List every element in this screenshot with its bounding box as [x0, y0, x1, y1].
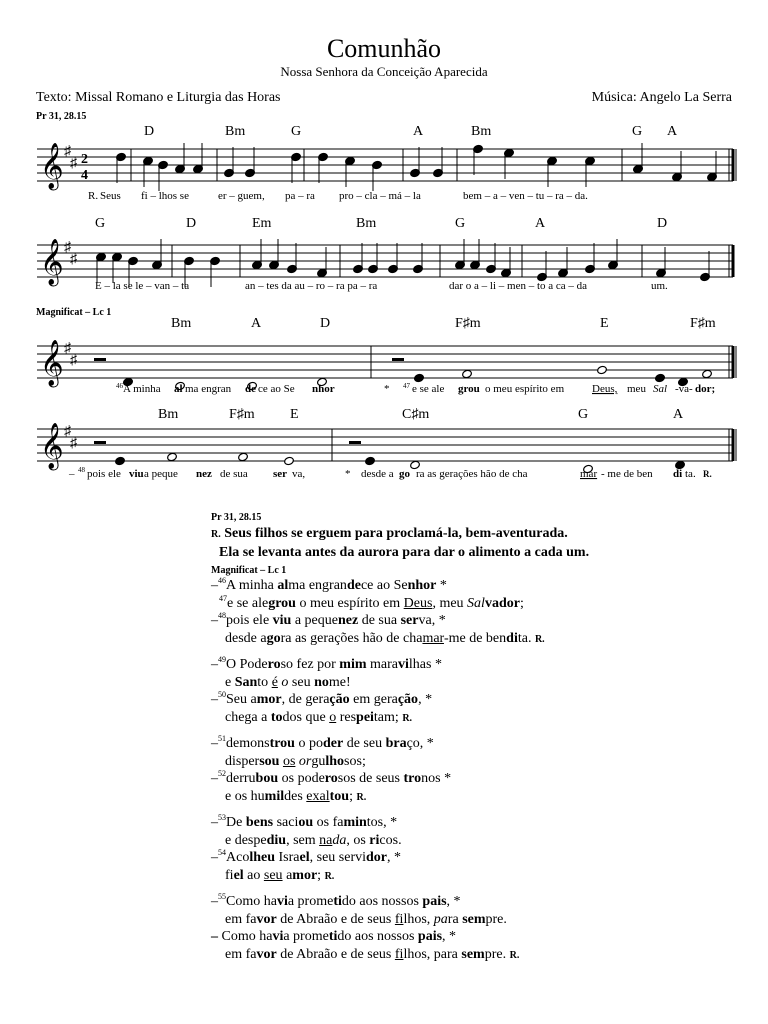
chord-symbol: F♯m	[455, 316, 481, 331]
lyric-syllable: R.	[88, 190, 99, 202]
lyric-syllable: de sua	[220, 468, 248, 480]
note-head	[414, 373, 425, 382]
chord-symbol: Bm	[158, 407, 179, 422]
lyric-syllable: go	[399, 468, 410, 480]
key-sharp-c: ♯	[70, 436, 77, 451]
psalm-ref: Magnificat – Lc 1	[36, 307, 112, 318]
lyric-syllable: ta.	[685, 468, 696, 480]
chord-symbol: Em	[252, 216, 272, 231]
lyric-syllable: –	[69, 468, 75, 480]
lyric-syllable: Seus	[100, 190, 121, 202]
chord-symbol: G	[455, 216, 466, 231]
treble-clef: 𝄞	[40, 143, 64, 188]
lyric-syllable: di	[673, 468, 683, 480]
chord-symbol: Bm	[356, 216, 377, 231]
chord-symbol: Bm	[471, 124, 492, 139]
lyric-syllable: pois ele	[87, 468, 121, 480]
note-head	[115, 456, 126, 465]
lyric-syllable: nez	[196, 468, 212, 480]
psalm-line: dispersou os orgulhosos;	[225, 753, 366, 769]
lyric-syllable: ma engran	[185, 383, 232, 395]
psalm-line: –$^{49}$O Poderoso fez por mim maravilhas *	[211, 655, 442, 672]
rest	[392, 358, 404, 361]
lyric-syllable: mar	[580, 468, 598, 480]
chord-symbol: A	[673, 407, 684, 422]
lyric-syllable: al	[174, 383, 183, 395]
note-head	[597, 365, 608, 374]
music-credit: Música: Angelo La Serra	[591, 90, 732, 105]
lyric-syllable: de	[245, 383, 256, 395]
lyric-syllable: Sal	[653, 383, 668, 395]
note-head	[462, 369, 473, 378]
psalm-line: em favor de Abraão e de seus filhos, para sempre. R.	[225, 946, 520, 962]
lyric-syllable: Deus,	[592, 383, 618, 395]
psalm-line: –$^{48}$pois ele viu a pequenez de sua serva, *	[211, 611, 446, 628]
lyric-syllable: nhor	[312, 383, 335, 395]
lyric-syllable: dor;	[695, 383, 716, 395]
rest	[349, 441, 361, 444]
text-credit: Texto: Missal Romano e Liturgia das Horas	[36, 90, 281, 105]
lyric-syllable: a peque	[144, 468, 178, 480]
chord-symbol: E	[600, 316, 609, 331]
response-block	[211, 525, 589, 561]
lyric-syllable: er – guem,	[218, 190, 265, 202]
note-head	[238, 452, 249, 461]
psalm-line: e Santo é o seu nome!	[225, 674, 351, 690]
psalm-text	[211, 577, 545, 964]
lyric-syllable: pa – ra	[285, 190, 315, 202]
verse-number: 48	[78, 466, 85, 474]
key-sharp-f: ♯	[64, 424, 71, 439]
lyric-syllable: e se ale	[412, 383, 445, 395]
psalm-line: –$^{50}$Seu amor, de geração em geração, *	[211, 690, 433, 707]
psalm-line: chega a todos que o respeitam; R.	[225, 709, 413, 725]
psalm-line: – Como havia prometido aos nossos pais, *	[211, 929, 457, 944]
lyric-syllable: grou	[458, 383, 480, 395]
lyric-syllable: um.	[651, 280, 668, 292]
note-head	[167, 452, 178, 461]
psalm-ref-text: Magnificat – Lc 1	[211, 565, 287, 576]
response-mark: R.	[703, 469, 712, 479]
key-sharp-c: ♯	[70, 156, 77, 171]
note-head	[655, 373, 666, 382]
chord-symbol: E	[290, 407, 299, 422]
rest	[94, 441, 106, 444]
lyric-syllable: ser	[273, 468, 288, 480]
key-sharp-f: ♯	[64, 341, 71, 356]
note-head	[284, 456, 295, 465]
chord-symbol: A	[667, 124, 678, 139]
page-title: Comunhão	[326, 34, 442, 63]
lyric-syllable: desde a	[361, 468, 394, 480]
chord-symbol: D	[320, 316, 331, 331]
lyric-syllable: - me de ben	[601, 468, 653, 480]
treble-clef: 𝄞	[40, 239, 64, 284]
antiphon-ref: Pr 31, 28.15	[36, 111, 87, 122]
chord-symbol: F♯m	[690, 316, 716, 331]
psalm-line: –$^{53}$De bens saciou os famintos, *	[211, 813, 398, 830]
lyric-syllable: A minha	[123, 383, 161, 395]
response-line-1: Seus filhos se erguem para proclamá-la, bem-aventurada.	[224, 526, 568, 541]
time-sig-top: 2	[81, 152, 88, 167]
lyric-syllable: ra as gerações hão de cha	[416, 468, 528, 480]
lyric-syllable: dar o a – li – men – to a ca – da	[449, 280, 588, 292]
chord-symbol: G	[578, 407, 589, 422]
chord-symbol: D	[657, 216, 668, 231]
response-mark: R.	[211, 529, 221, 540]
chord-symbol: A	[413, 124, 424, 139]
note-head	[702, 369, 713, 378]
chord-symbol: Bm	[225, 124, 246, 139]
lyric-syllable: va,	[292, 468, 306, 480]
lyric-syllable: meu	[627, 383, 646, 395]
response-line-2: Ela se levanta antes da aurora para dar o alimento a cada um.	[219, 544, 590, 560]
note-head	[365, 456, 376, 465]
treble-clef: 𝄞	[40, 340, 64, 385]
chord-symbol: F♯m	[229, 407, 255, 422]
treble-clef: 𝄞	[40, 423, 64, 468]
lyric-syllable: -va-	[675, 383, 693, 395]
chord-symbol: G	[95, 216, 106, 231]
key-sharp-c: ♯	[70, 252, 77, 267]
psalm-line: em favor de Abraão e de seus filhos, para sempre.	[225, 911, 507, 927]
psalm-line: –$^{52}$derrubou os poderosos de seus tronos *	[211, 769, 452, 786]
page-subtitle: Nossa Senhora da Conceição Aparecida	[280, 64, 488, 79]
psalm-line: $^{47}$e se alegrou o meu espírito em Deus, meu Salvador;	[219, 593, 524, 611]
lyric-syllable: viu	[129, 468, 144, 480]
lyric-syllable: ce ao Se	[258, 383, 295, 395]
lyric-syllable: fi – lhos se	[141, 190, 189, 202]
chord-symbol: C♯m	[402, 407, 430, 422]
lyric-syllable: *	[384, 383, 390, 395]
psalm-line: fiel ao seu amor; R.	[225, 867, 335, 883]
key-sharp-f: ♯	[64, 144, 71, 159]
verse-number: 46	[116, 382, 123, 390]
rest	[94, 358, 106, 361]
lyric-syllable: an – tes da au – ro – ra pa – ra	[245, 280, 378, 292]
psalm-line: desde agora as gerações hão de chamar-me de bendita. R.	[225, 630, 545, 646]
psalm-line: –$^{55}$Como havia prometido aos nossos pais, *	[211, 892, 461, 909]
verse-number: 47	[403, 382, 410, 390]
time-sig-bottom: 4	[81, 168, 88, 183]
chord-symbol: D	[186, 216, 197, 231]
antiphon-ref-text: Pr 31, 28.15	[211, 512, 262, 523]
key-sharp-f: ♯	[64, 240, 71, 255]
chord-symbol: G	[632, 124, 643, 139]
chord-symbol: A	[535, 216, 546, 231]
psalm-line: –$^{51}$demonstrou o poder de seu braço, *	[211, 734, 434, 751]
lyric-syllable: E – la se le – van – ta	[95, 280, 190, 292]
key-sharp-c: ♯	[70, 353, 77, 368]
lyric-syllable: pro – cla – má – la	[339, 190, 421, 202]
psalm-line: –$^{46}$A minha alma engrandece ao Senhor *	[211, 576, 447, 593]
lyric-syllable: bem – a – ven – tu – ra – da.	[463, 190, 588, 202]
music-score	[0, 0, 768, 500]
chord-symbol: D	[144, 124, 155, 139]
chord-symbol: A	[251, 316, 262, 331]
psalm-line: e os humildes exaltou; R.	[225, 788, 367, 804]
lyric-syllable: o meu espírito em	[485, 383, 565, 395]
lyric-syllable: *	[345, 468, 351, 480]
psalm-line: –$^{54}$Acolheu Israel, seu servidor, *	[211, 848, 402, 865]
chord-symbol: G	[291, 124, 302, 139]
chord-symbol: Bm	[171, 316, 192, 331]
psalm-line: e despediu, sem nada, os ricos.	[225, 832, 402, 848]
